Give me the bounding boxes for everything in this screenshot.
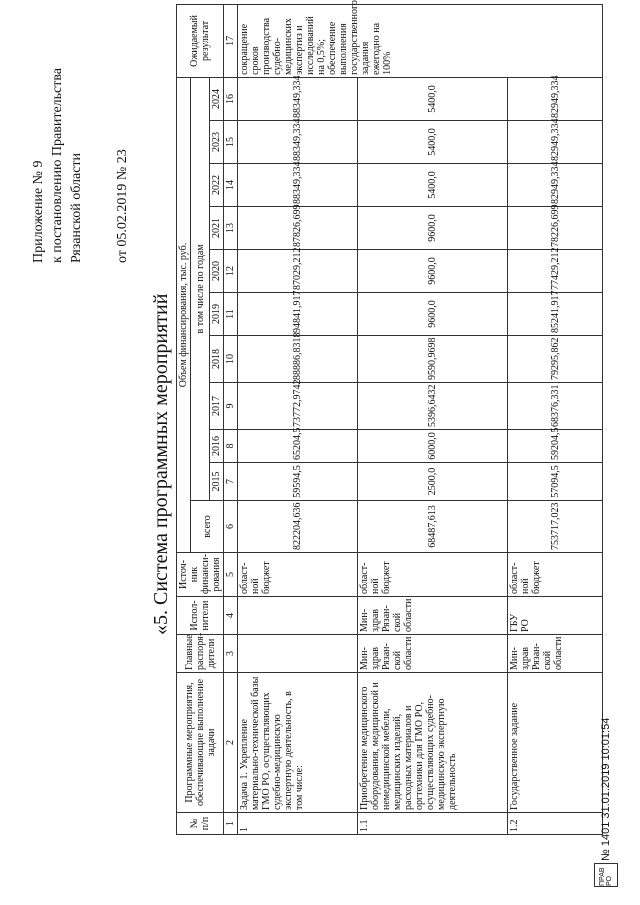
col-number: 13 (224, 207, 238, 250)
col-number: 12 (224, 250, 238, 293)
appendix-region: Рязанской области (69, 152, 84, 263)
header-event: Программные мероприятия, обеспечивающие выполнение задачи (177, 673, 224, 813)
row-value: 88349,334 (238, 164, 358, 207)
row-total: 753717,023 (508, 501, 603, 553)
appendix-date: от 05.02.2019 № 23 (115, 149, 130, 263)
year-2015: 2015 (210, 463, 224, 501)
row-value: 85241,917 (508, 293, 603, 336)
row-value: 82949,334 (508, 77, 603, 120)
year-2017: 2017 (210, 383, 224, 430)
row-value: 88886,8318 (238, 336, 358, 383)
table-row (358, 4, 508, 834)
row-value: 87029,212 (238, 250, 358, 293)
program-table (176, 0, 603, 835)
row-num: 1.2 (508, 813, 603, 835)
header-by-year: в том числе по годам (191, 77, 210, 500)
row-value: 9600,0 (358, 250, 508, 293)
row-manager (238, 635, 358, 673)
row-source: област- ной бюджет (508, 553, 603, 597)
col-number: 9 (224, 383, 238, 430)
year-2018: 2018 (210, 336, 224, 383)
row-result: сокращение сроков производства судебно-медицинских экспертиз и исследований на 0,5%; обеспечение выполнения государственного задания ежегодно на 100% (238, 4, 603, 77)
registry-logo: ПРАВ РО (594, 863, 618, 887)
row-executor: Мин- здрав Рязан- ской области (358, 597, 508, 635)
row-total: 822204,636 (238, 501, 358, 553)
year-2016: 2016 (210, 430, 224, 463)
year-2024: 2024 (210, 77, 224, 120)
row-event: Задача 1. Укрепление материально-технической базы ГМО РО, осуществляющих судебно-медицинскую экспертную деятельность, в том числе: (238, 673, 358, 813)
year-2022: 2022 (210, 164, 224, 207)
document-registration-number: № 1401 31.01.2019 10:01:54 (600, 717, 612, 861)
row-value: 5400,0 (358, 77, 508, 120)
row-total: 68487,613 (358, 501, 508, 553)
row-value: 82949,334 (508, 121, 603, 164)
section-title: «5. Система программных мероприятий (150, 293, 172, 635)
header-result: Ожидаемый результат (177, 4, 224, 77)
col-number: 1 (224, 813, 238, 835)
header-executor: Испол- нители (177, 597, 224, 635)
header-num: № п/п (177, 813, 224, 835)
col-number: 3 (224, 635, 238, 673)
header-funding: Объем финансирования, тыс. руб. (177, 77, 191, 552)
row-value: 9600,0 (358, 207, 508, 250)
header-source: Источ- ник финанси- рования (177, 553, 224, 597)
row-value: 9600,0 (358, 293, 508, 336)
col-number: 15 (224, 121, 238, 164)
row-manager: Мин- здрав Рязан- ской области (358, 635, 508, 673)
row-value: 94841,917 (238, 293, 358, 336)
col-number: 10 (224, 336, 238, 383)
year-2021: 2021 (210, 207, 224, 250)
col-number: 6 (224, 501, 238, 553)
row-value: 5400,0 (358, 121, 508, 164)
row-source: област- ной бюджет (358, 553, 508, 597)
col-number: 16 (224, 77, 238, 120)
col-number: 4 (224, 597, 238, 635)
header-total: всего (191, 501, 224, 553)
row-value: 78226,699 (508, 207, 603, 250)
table-row (508, 4, 603, 834)
row-value: 77429,212 (508, 250, 603, 293)
row-event: Приобретение медицинского оборудования, медицинской и немедицинской мебели, медицинских изделий, расходных материалов и оргтехники для ГМО РО, осуществляющих судебно-медицинскую экспертную деятельность (358, 673, 508, 813)
row-value: 88349,334 (238, 77, 358, 120)
row-value: 59594,5 (238, 463, 358, 501)
row-value: 68376,331 (508, 383, 603, 430)
col-number: 8 (224, 430, 238, 463)
row-value: 87826,699 (238, 207, 358, 250)
row-value: 6000,0 (358, 430, 508, 463)
row-event: Государственное задание (508, 673, 603, 813)
row-value: 57094,5 (508, 463, 603, 501)
row-source: област- ной бюджет (238, 553, 358, 597)
col-number: 11 (224, 293, 238, 336)
row-num: 1 (238, 813, 358, 835)
row-num: 1.1 (358, 813, 508, 835)
row-value: 9590,9698 (358, 336, 508, 383)
column-numbers-row (224, 4, 238, 834)
row-value: 65204,5 (238, 430, 358, 463)
row-value: 73772,9742 (238, 383, 358, 430)
header-manager: Главные распоря- дители (177, 635, 224, 673)
row-value: 5396,6432 (358, 383, 508, 430)
col-number: 5 (224, 553, 238, 597)
row-value: 79295,862 (508, 336, 603, 383)
row-value: 82949,334 (508, 164, 603, 207)
year-2023: 2023 (210, 121, 224, 164)
col-number: 14 (224, 164, 238, 207)
year-2020: 2020 (210, 250, 224, 293)
appendix-number: Приложение № 9 (31, 160, 46, 263)
row-value: 88349,334 (238, 121, 358, 164)
row-manager: Мин- здрав Рязан- ской области (508, 635, 603, 673)
col-number: 17 (224, 4, 238, 77)
appendix-resolution: к постановлению Правительства (50, 67, 65, 263)
row-value: 2500,0 (358, 463, 508, 501)
col-number: 7 (224, 463, 238, 501)
row-value: 59204,5 (508, 430, 603, 463)
year-2019: 2019 (210, 293, 224, 336)
row-executor (238, 597, 358, 635)
row-value: 5400,0 (358, 164, 508, 207)
col-number: 2 (224, 673, 238, 813)
row-executor: ГБУ РО (508, 597, 603, 635)
table-row (238, 4, 358, 834)
